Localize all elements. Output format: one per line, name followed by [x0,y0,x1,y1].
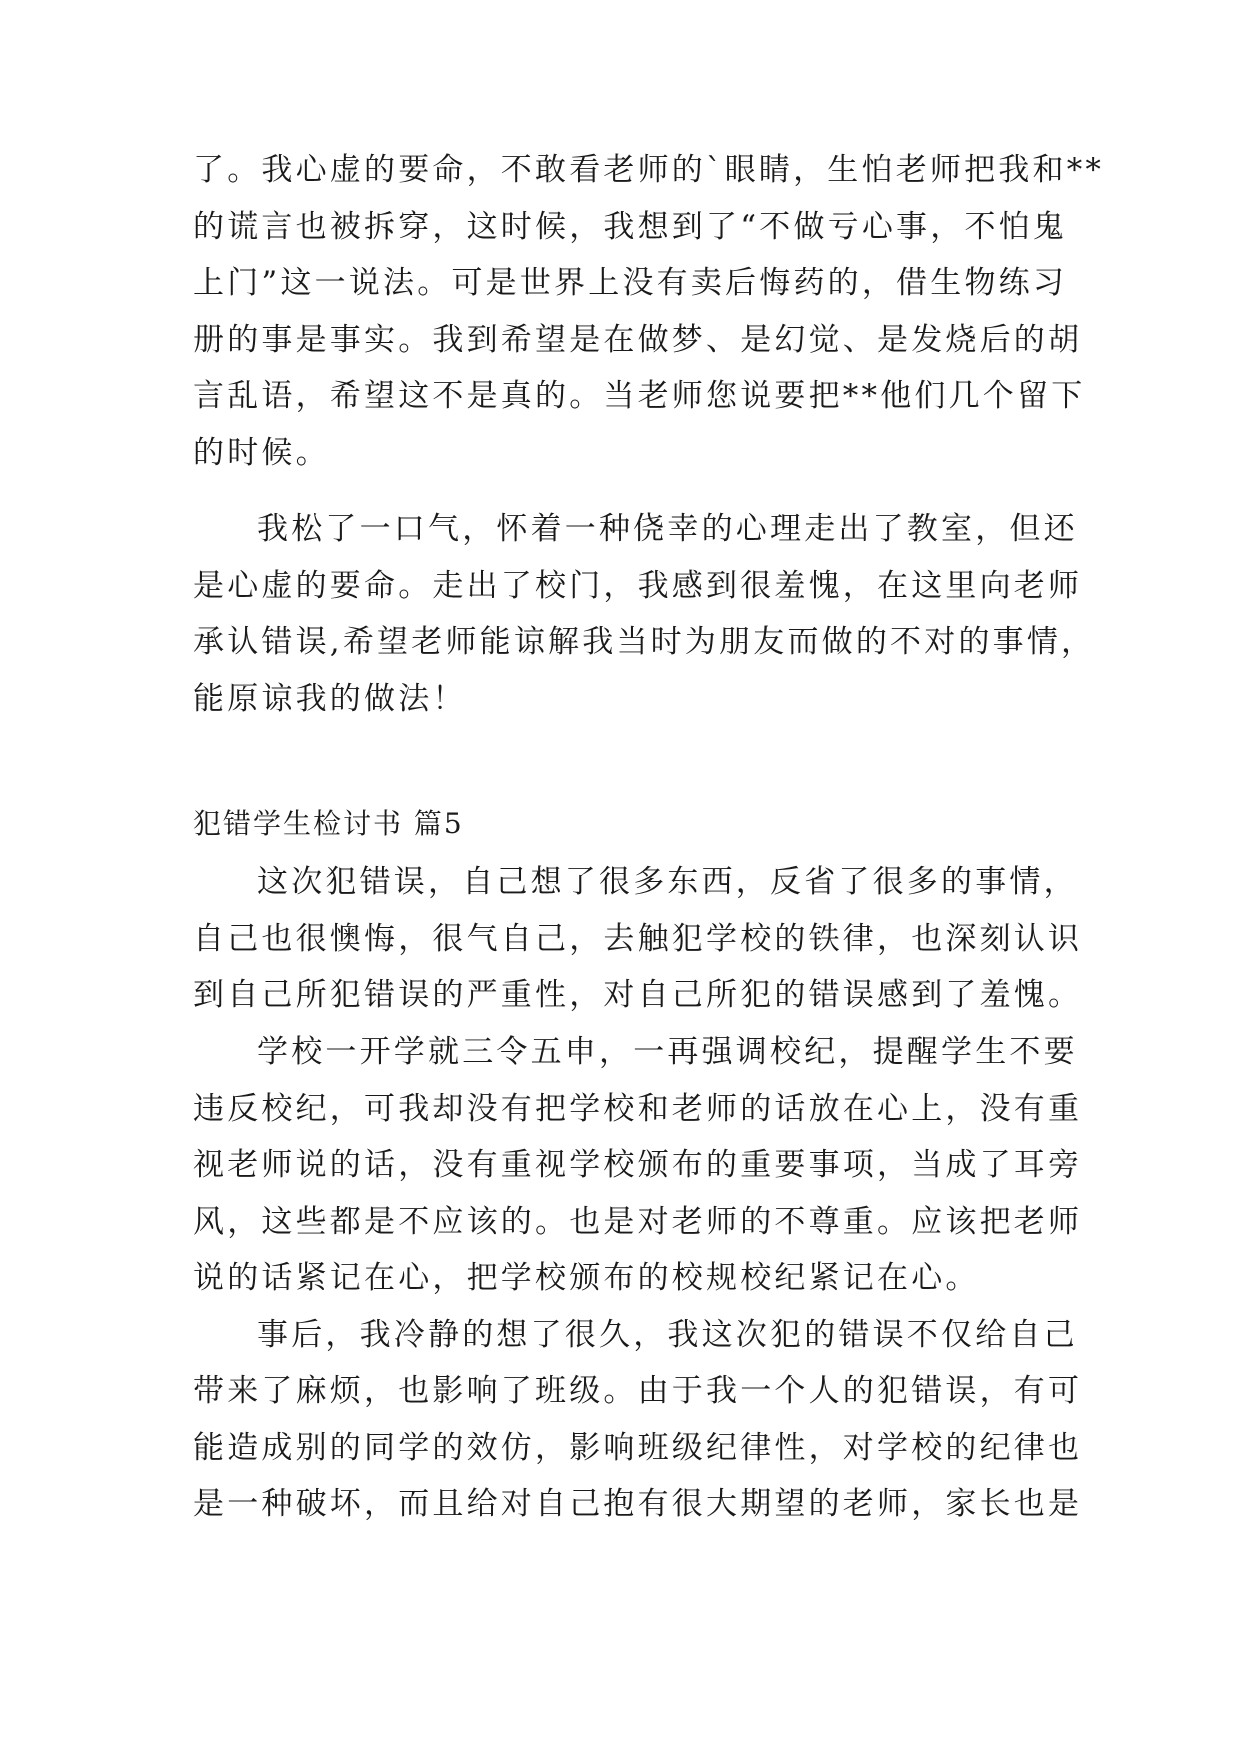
paragraph-3-line-2: 自己也很懊悔，很气自己，去触犯学校的铁律，也深刻认识 [193,921,1083,957]
paragraph-5-line-4: 是一种破坏，而且给对自己抱有很大期望的老师，家长也是 [193,1486,1083,1522]
paragraph-4-line-2: 违反校纪，可我却没有把学校和老师的话放在心上，没有重 [193,1091,1083,1127]
paragraph-1-line-6: 的时候。 [193,435,330,471]
paragraph-5-line-2: 带来了麻烦，也影响了班级。由于我一个人的犯错误，有可 [193,1373,1083,1409]
paragraph-1-line-3: 上门”这一说法。可是世界上没有卖后悔药的，借生物练习 [193,265,1068,301]
paragraph-5-line-1: 事后，我冷静的想了很久，我这次犯的错误不仅给自己 [257,1317,1078,1353]
paragraph-2-line-1: 我松了一口气，怀着一种侥幸的心理走出了教室，但还 [257,511,1078,547]
paragraph-1-line-1: 了。我心虚的要命，不敢看老师的`眼睛，生怕老师把我和** [193,152,1105,188]
section-heading: 犯错学生检讨书 篇5 [193,807,464,840]
paragraph-4-line-4: 风，这些都是不应该的。也是对老师的不尊重。应该把老师 [193,1204,1083,1240]
paragraph-4-line-5: 说的话紧记在心，把学校颁布的校规校纪紧记在心。 [193,1260,980,1296]
paragraph-1-line-4: 册的事是事实。我到希望是在做梦、是幻觉、是发烧后的胡 [193,322,1083,358]
paragraph-4-line-3: 视老师说的话，没有重视学校颁布的重要事项，当成了耳旁 [193,1147,1083,1183]
paragraph-2-line-4: 能原谅我的做法！ [193,681,467,717]
paragraph-2-line-3: 承认错误,希望老师能谅解我当时为朋友而做的不对的事情， [193,624,1096,660]
paragraph-1-line-5: 言乱语，希望这不是真的。当老师您说要把**他们几个留下 [193,378,1086,414]
paragraph-1-line-2: 的谎言也被拆穿，这时候，我想到了“不做亏心事，不怕鬼 [193,209,1068,245]
paragraph-3-line-3: 到自己所犯错误的严重性，对自己所犯的错误感到了羞愧。 [193,977,1083,1013]
paragraph-5-line-3: 能造成别的同学的效仿，影响班级纪律性，对学校的纪律也 [193,1430,1083,1466]
paragraph-3-line-1: 这次犯错误，自己想了很多东西，反省了很多的事情， [257,864,1078,900]
paragraph-4-line-1: 学校一开学就三令五申，一再强调校纪，提醒学生不要 [257,1034,1078,1070]
paragraph-2-line-2: 是心虚的要命。走出了校门，我感到很羞愧，在这里向老师 [193,568,1083,604]
